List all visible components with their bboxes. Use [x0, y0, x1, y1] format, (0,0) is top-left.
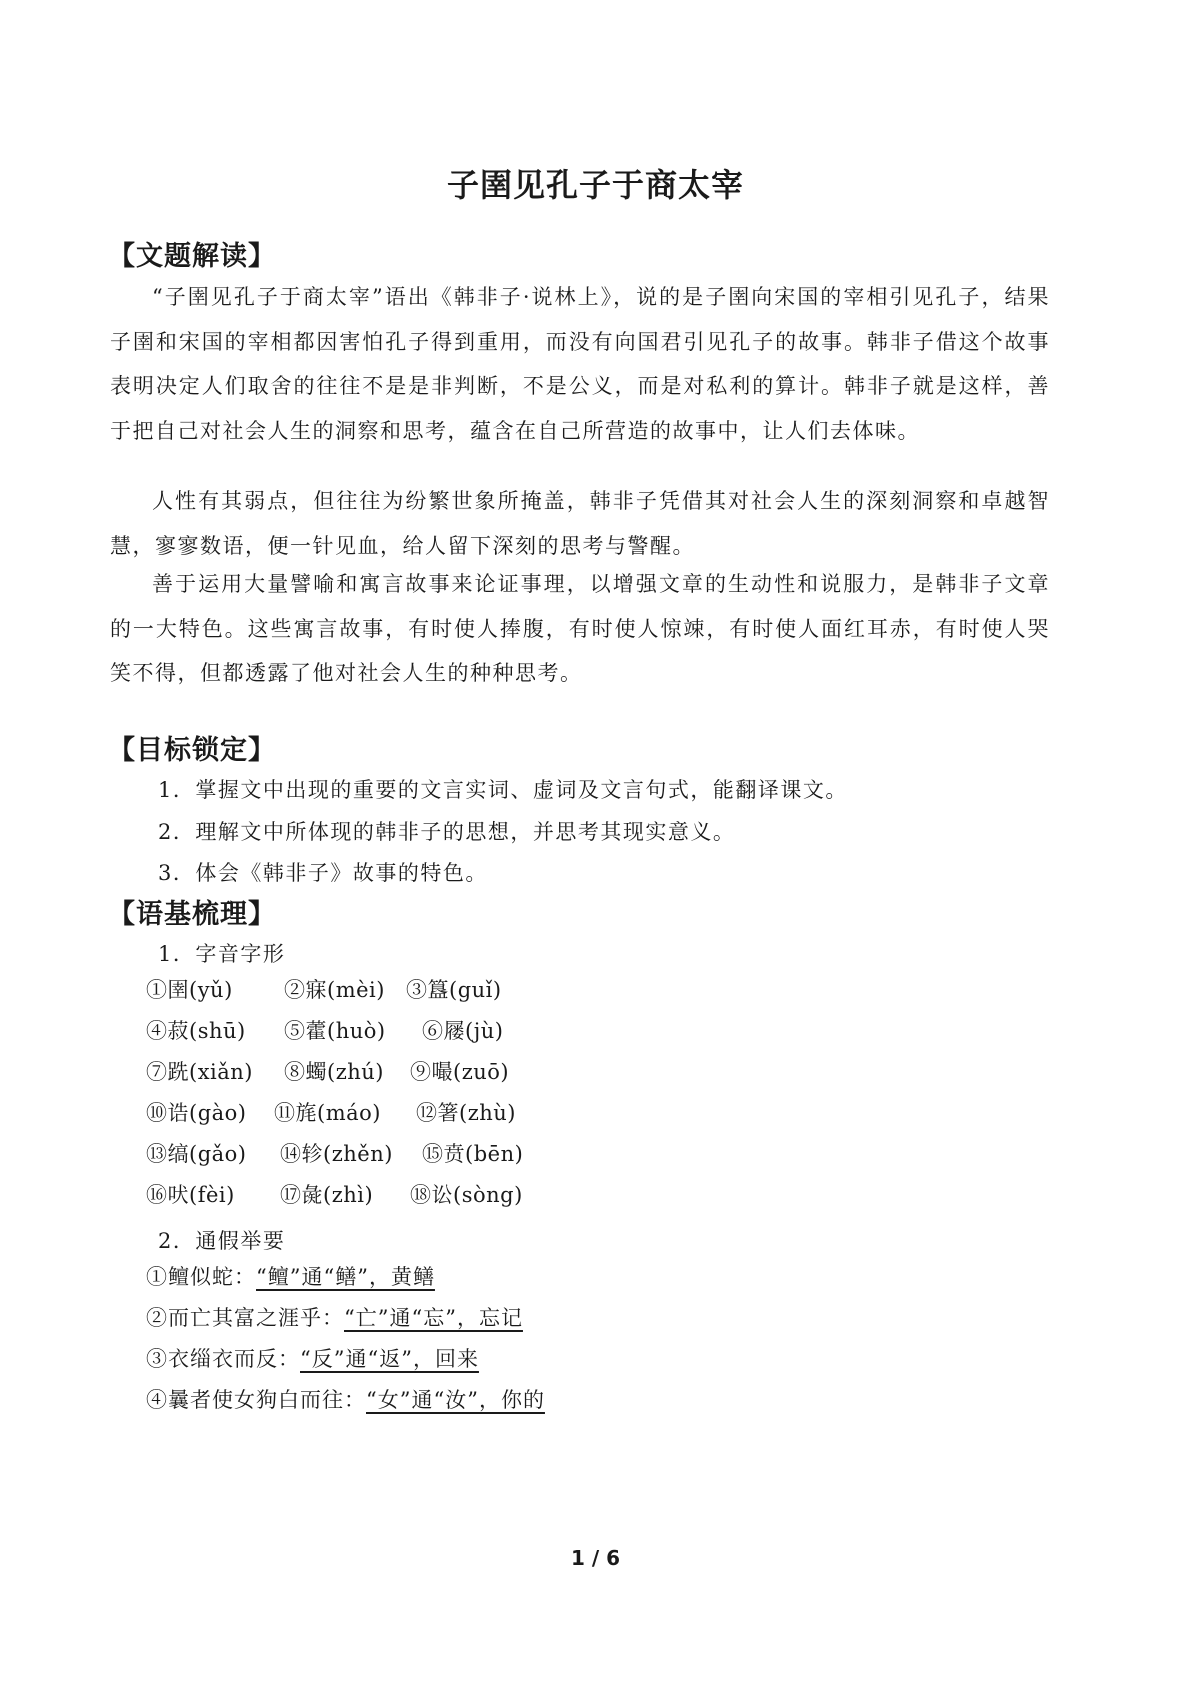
pronunciation-entry: ⑩诰(gào): [146, 1101, 247, 1125]
section-heading-basics: 【语基梳理】: [108, 899, 276, 930]
pronunciation-entry: ⑮贲(bēn): [422, 1142, 524, 1166]
section-heading-interpretation: 【文题解读】: [108, 241, 276, 272]
tongjia-answer: “亡”通“忘”，忘记: [344, 1306, 523, 1330]
tongjia-row: [146, 1261, 435, 1291]
pronunciation-entry: ⑯吠(fèi): [146, 1183, 235, 1207]
pronunciation-entry: ⑱讼(sòng): [410, 1183, 523, 1207]
pronunciation-entry: ⑭轸(zhěn): [280, 1142, 393, 1166]
pronunciation-entry: ⑨嘬(zuō): [410, 1060, 510, 1084]
pronunciation-entry: ⑬缟(gǎo): [146, 1142, 247, 1166]
pronunciation-entry: ②寐(mèi): [284, 978, 385, 1002]
page-title: 子圉见孔子于商太宰: [446, 166, 744, 204]
page-number: 1 / 6: [570, 1546, 621, 1570]
goal-item: 2．理解文中所体现的韩非子的思想，并思考其现实意义。: [158, 820, 736, 844]
subsection-title: 1．字音字形: [158, 942, 286, 966]
pronunciation-entry: ⑪旄(máo): [274, 1101, 381, 1125]
pronunciation-entry: ③簋(guǐ): [406, 978, 502, 1002]
tongjia-row: [146, 1343, 479, 1373]
tongjia-answer: “鳣”通“鳝”，黄鳝: [256, 1265, 435, 1289]
tongjia-answer: “反”通“返”，回来: [300, 1347, 479, 1371]
paragraph: “子圉见孔子于商太宰”语出《韩非子·说林上》，说的是子圉向宋国的宰相引见孔子，结果子圉和宋国的宰相都因害怕孔子得到重用，而没有向国君引见孔子的故事。韩非子借这个故事表明决定人们取舍的往往不是是非判断，不是公义，而是对私利的算计。韩非子就是这样，善于把自己对社会人生的洞察和思考，蕴含在自己所营造的故事中，让人们去体味。: [110, 285, 1050, 443]
pronunciation-entry: ⑦跣(xiǎn): [146, 1060, 253, 1084]
paragraph: 人性有其弱点，但往往为纷繁世象所掩盖，韩非子凭借其对社会人生的深刻洞察和卓越智慧，寥寥数语，便一针见血，给人留下深刻的思考与警醒。: [110, 489, 1050, 558]
tongjia-question: ②而亡其富之涯乎：: [146, 1306, 344, 1330]
pronunciation-entry: ⑧蠋(zhú): [284, 1060, 384, 1084]
tongjia-answer: “女”通“汝”，你的: [366, 1388, 545, 1412]
tongjia-row: [146, 1302, 523, 1332]
pronunciation-entry: ⑫箸(zhù): [416, 1101, 516, 1125]
subsection-title: 2．通假举要: [158, 1229, 286, 1253]
tongjia-row: [146, 1384, 545, 1414]
goal-item: 3．体会《韩非子》故事的特色。: [158, 861, 488, 885]
pronunciation-entry: ④菽(shū): [146, 1019, 246, 1043]
goal-item: 1．掌握文中出现的重要的文言实词、虚词及文言句式，能翻译课文。: [158, 778, 848, 802]
tongjia-question: ④曩者使女狗白而往：: [146, 1388, 366, 1412]
paragraph: 善于运用大量譬喻和寓言故事来论证事理，以增强文章的生动性和说服力，是韩非子文章的一大特色。这些寓言故事，有时使人捧腹，有时使人惊竦，有时使人面红耳赤，有时使人哭笑不得，但都透露了他对社会人生的种种思考。: [110, 572, 1050, 685]
section-heading-goals: 【目标锁定】: [108, 735, 276, 766]
pronunciation-entry: ⑤藿(huò): [284, 1019, 386, 1043]
pronunciation-entry: ⑰彘(zhì): [280, 1183, 374, 1207]
tongjia-question: ③衣缁衣而反：: [146, 1347, 300, 1371]
pronunciation-entry: ⑥屦(jù): [422, 1019, 504, 1043]
pronunciation-entry: ①圉(yǔ): [146, 978, 233, 1002]
tongjia-question: ①鳣似蛇：: [146, 1265, 256, 1289]
